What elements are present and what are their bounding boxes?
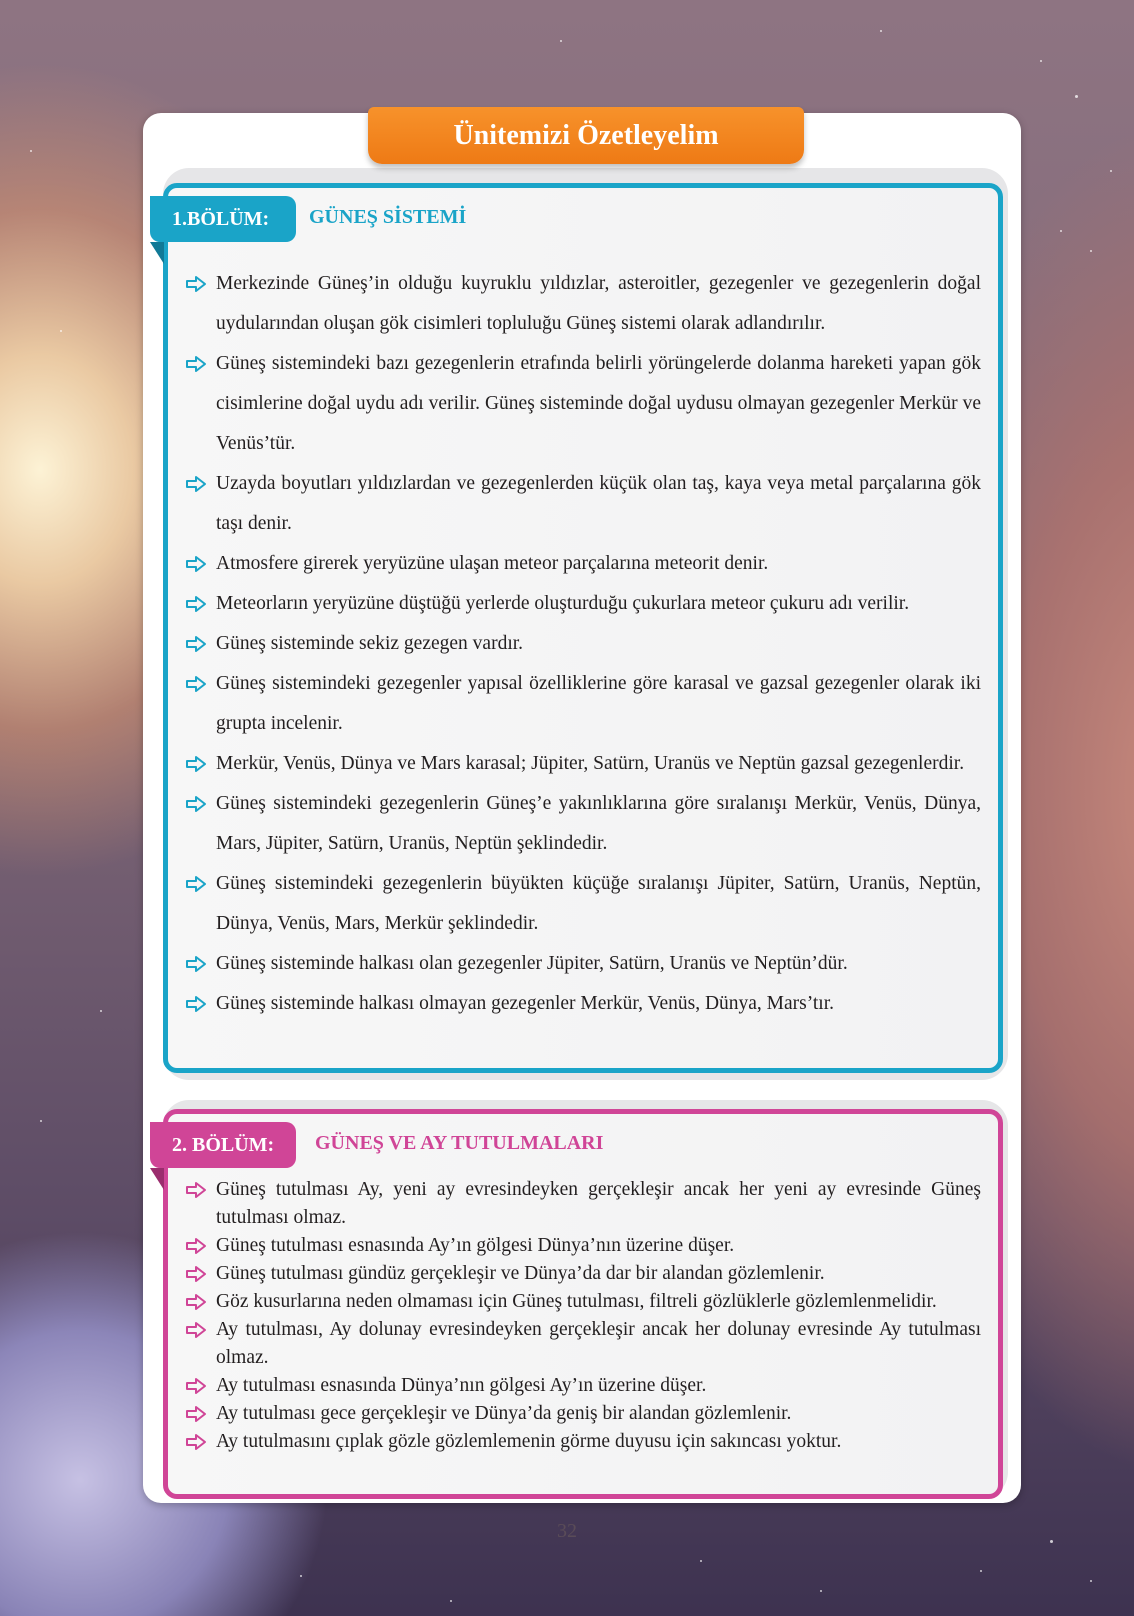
arrow-right-icon [185,955,207,973]
arrow-right-icon [185,475,207,493]
list-item [185,984,981,1024]
list-item-text: Güneş tutulması esnasında Ay’ın gölgesi Dünya’nın üzerine düşer. [216,1235,735,1256]
star [1060,230,1062,232]
arrow-right-icon [185,1237,207,1255]
list-item [185,944,981,984]
section1-tag-fold [150,242,164,264]
page-number: 32 [557,1520,577,1542]
arrow-right-icon [185,875,207,893]
arrow-right-icon [185,995,207,1013]
star [450,1600,452,1602]
star [560,40,562,42]
list-item-text: Güneş sisteminde sekiz gezegen vardır. [216,633,524,654]
section2-title: GÜNEŞ VE AY TUTULMALARI [315,1132,604,1154]
list-item [185,464,981,544]
arrow-right-icon [185,355,207,373]
star [820,1590,822,1592]
list-item [185,264,981,344]
list-item [185,544,981,584]
list-item [185,1176,981,1232]
list-item-text: Merkür, Venüs, Dünya ve Mars karasal; Jüpiter, Satürn, Uranüs ve Neptün gazsal gezegenlerdir. [216,753,965,774]
list-item [185,624,981,664]
list-item [185,1316,981,1372]
list-item [185,664,981,744]
list-item [185,864,981,944]
section1-label: 1.BÖLÜM: [150,196,296,242]
list-item-text: Güneş sistemindeki gezegenlerin büyükten küçüğe sıralanışı Jüpiter, Satürn, Uranüs, Neptün, Dünya, Venüs, Mars, Merkür şeklindedir. [216,873,981,934]
list-item-text: Güneş sistemindeki gezegenlerin Güneş’e yakınlıklarına göre sıralanışı Merkür, Venüs, Dünya, Mars, Jüpiter, Satürn, Uranüs, Neptün şeklindedir. [216,793,981,854]
list-item [185,344,981,464]
star [30,150,32,152]
list-item-text: Güneş sisteminde halkası olmayan gezegenler Merkür, Venüs, Dünya, Mars’tır. [216,993,835,1014]
arrow-right-icon [185,1181,207,1199]
star [880,30,882,32]
section2-list [185,1176,981,1456]
arrow-right-icon [185,1293,207,1311]
star [1075,95,1078,98]
page-title: Ünitemizi Özetleyelim [368,107,804,164]
list-item [185,1372,981,1400]
star [1040,60,1042,62]
list-item-text: Ay tutulması gece gerçekleşir ve Dünya’da geniş bir alandan gözlemlenir. [216,1403,792,1424]
arrow-right-icon [185,1405,207,1423]
section1-title: GÜNEŞ SİSTEMİ [309,206,467,228]
list-item [185,584,981,624]
star [60,330,62,332]
list-item-text: Ay tutulması, Ay dolunay evresindeyken gerçekleşir ancak her dolunay evresinde Ay tutulması olmaz. [216,1319,981,1368]
star [980,1570,982,1572]
list-item-text: Ay tutulmasını çıplak gözle gözlemlemenin görme duyusu için sakıncası yoktur. [216,1431,842,1452]
star [1090,1580,1092,1582]
section2-tag-fold [150,1168,164,1190]
star [1110,170,1112,172]
list-item-text: Güneş sistemindeki gezegenler yapısal özelliklerine göre karasal ve gazsal gezegenler olarak iki grupta incelenir. [216,673,981,734]
arrow-right-icon [185,635,207,653]
star [300,1575,302,1577]
list-item-text: Güneş sistemindeki bazı gezegenlerin etrafında belirli yörüngelerde dolanma hareketi yapan gök cisimlerine doğal uydu adı verilir. Güneş sisteminde doğal uydusu olmayan gezegenler Merkür ve Venüs’tür. [216,353,981,454]
arrow-right-icon [185,1321,207,1339]
list-item-text: Atmosfere girerek yeryüzüne ulaşan meteor parçalarına meteorit denir. [216,553,769,574]
list-item [185,1260,981,1288]
star [700,1560,702,1562]
list-item [185,1400,981,1428]
list-item [185,1232,981,1260]
arrow-right-icon [185,1377,207,1395]
list-item-text: Ay tutulması esnasında Dünya’nın gölgesi Ay’ın üzerine düşer. [216,1375,707,1396]
list-item-text: Göz kusurlarına neden olmaması için Güneş tutulması, filtreli gözlüklerle gözlemlenmelidir. [216,1291,937,1312]
list-item-text: Güneş tutulması gündüz gerçekleşir ve Dünya’da dar bir alandan gözlemlenir. [216,1263,825,1284]
arrow-right-icon [185,1265,207,1283]
list-item [185,1288,981,1316]
section1-list [185,264,981,1024]
arrow-right-icon [185,675,207,693]
arrow-right-icon [185,555,207,573]
list-item [185,784,981,864]
arrow-right-icon [185,1433,207,1451]
list-item-text: Meteorların yeryüzüne düştüğü yerlerde oluşturduğu çukurlara meteor çukuru adı verilir. [216,593,910,614]
star [1090,250,1092,252]
star [100,1010,102,1012]
section2-label: 2. BÖLÜM: [150,1122,296,1168]
list-item-text: Güneş sisteminde halkası olan gezegenler Jüpiter, Satürn, Uranüs ve Neptün’dür. [216,953,848,974]
arrow-right-icon [185,275,207,293]
list-item [185,744,981,784]
list-item [185,1428,981,1456]
arrow-right-icon [185,595,207,613]
list-item-text: Uzayda boyutları yıldızlardan ve gezegenlerden küçük olan taş, kaya veya metal parçalarına gök taşı denir. [216,473,981,534]
list-item-text: Merkezinde Güneş’in olduğu kuyruklu yıldızlar, asteroitler, gezegenler ve gezegenlerin doğal uydularından oluşan gök cisimleri topluluğu Güneş sistemi olarak adlandırılır. [216,273,981,334]
list-item-text: Güneş tutulması Ay, yeni ay evresindeyken gerçekleşir ancak her yeni ay evresinde Güneş tutulması olmaz. [216,1179,981,1228]
arrow-right-icon [185,795,207,813]
star [40,1120,42,1122]
arrow-right-icon [185,755,207,773]
